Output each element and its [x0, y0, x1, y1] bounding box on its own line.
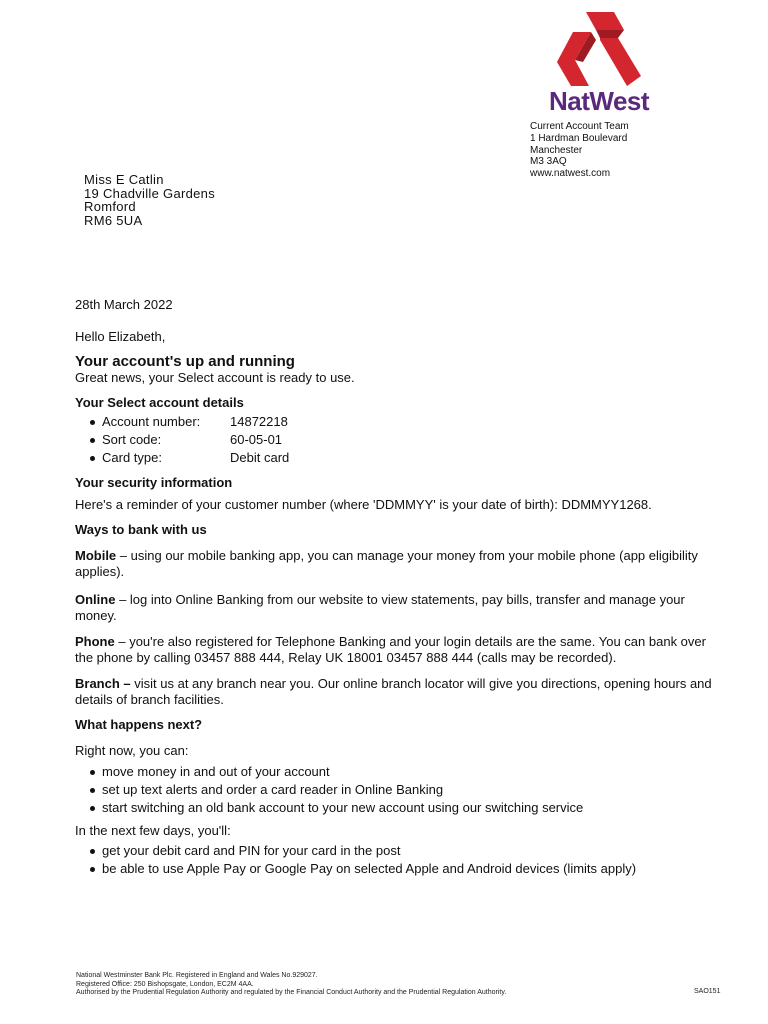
footer-line: Authorised by the Prudential Regulation Authority and regulated by the Financial Conduct Authority and the Prudential Regulation Authority. [76, 989, 507, 996]
detail-label: Account number: [102, 414, 201, 429]
soon-list [75, 842, 715, 878]
greeting: Hello Elizabeth, [75, 329, 166, 344]
way-title: Online [75, 592, 116, 607]
detail-value: Debit card [230, 450, 290, 465]
sender-line: M3 3AQ [530, 156, 567, 168]
soon-intro: In the next few days, you'll: [75, 823, 231, 838]
letter-date: 28th March 2022 [75, 297, 173, 312]
list-item: get your debit card and PIN for your card in the post [89, 842, 715, 860]
brand-wordmark: NatWest [549, 86, 650, 116]
recipient-address [84, 173, 215, 227]
way-title: Phone [75, 634, 115, 649]
way-online [75, 592, 715, 624]
security-heading: Your security information [75, 475, 233, 490]
footer-line: National Westminster Bank Plc. Registered in England and Wales No.929027. [76, 972, 318, 979]
intro-text: Great news, your Select account is ready to use. [75, 370, 355, 385]
detail-label: Sort code: [102, 432, 162, 447]
way-branch [75, 676, 715, 708]
way-title: Branch – [75, 676, 131, 691]
list-item [89, 413, 715, 431]
sender-line: 1 Hardman Boulevard [530, 132, 628, 144]
way-text: – log into Online Banking from our website to view statements, pay bills, transfer and manage your money. [75, 592, 685, 623]
document-reference: SAO151 [694, 988, 721, 995]
footer-line: Registered Office: 250 Bishopsgate, London, EC2M 4AA. [76, 980, 254, 988]
sender-address [530, 121, 629, 180]
now-list [75, 763, 715, 817]
sender-website: www.natwest.com [530, 168, 611, 180]
way-text: visit us at any branch near you. Our online branch locator will give you directions, opening hours and details of branch facilities. [75, 676, 712, 707]
detail-value: 60-05-01 [230, 432, 283, 447]
security-text: Here's a reminder of your customer number (where 'DDMMYY' is your date of birth): DDMMYY1268. [75, 497, 652, 512]
next-heading: What happens next? [75, 717, 203, 732]
way-text: – using our mobile banking app, you can manage your money from your mobile phone (app eligibility applies). [75, 548, 698, 579]
way-phone [75, 634, 715, 666]
list-item: start switching an old bank account to your new account using our switching service [89, 799, 715, 817]
list-item [89, 449, 715, 467]
sender-line: Current Account Team [530, 121, 629, 132]
list-item [89, 431, 715, 449]
natwest-logo-icon [555, 10, 645, 88]
list-item: set up text alerts and order a card reader in Online Banking [89, 781, 715, 799]
letter-heading: Your account's up and running [75, 353, 295, 370]
legal-footer [76, 972, 506, 998]
way-title: Mobile [75, 548, 117, 563]
recipient-line: RM6 5UA [84, 212, 143, 228]
recipient-line: Miss E Catlin [84, 172, 164, 187]
recipient-line: 19 Chadville Gardens [84, 185, 216, 201]
detail-label: Card type: [102, 450, 162, 465]
now-intro: Right now, you can: [75, 743, 189, 758]
way-mobile [75, 548, 715, 580]
letter-body [75, 354, 715, 878]
recipient-line: Romford [84, 199, 136, 214]
list-item: be able to use Apple Pay or Google Pay on selected Apple and Android devices (limits apply) [89, 860, 715, 878]
ways-heading: Ways to bank with us [75, 522, 207, 537]
account-details-list [75, 413, 715, 467]
sender-line: Manchester [530, 144, 583, 156]
list-item: move money in and out of your account [89, 763, 715, 781]
account-details-heading: Your Select account details [75, 395, 244, 410]
way-text: – you're also registered for Telephone Banking and your login details are the same. You can bank over the phone by calling 03457 888 444, Relay UK 18001 03457 888 444 (calls may be recorded). [75, 634, 706, 665]
detail-value: 14872218 [230, 414, 288, 429]
